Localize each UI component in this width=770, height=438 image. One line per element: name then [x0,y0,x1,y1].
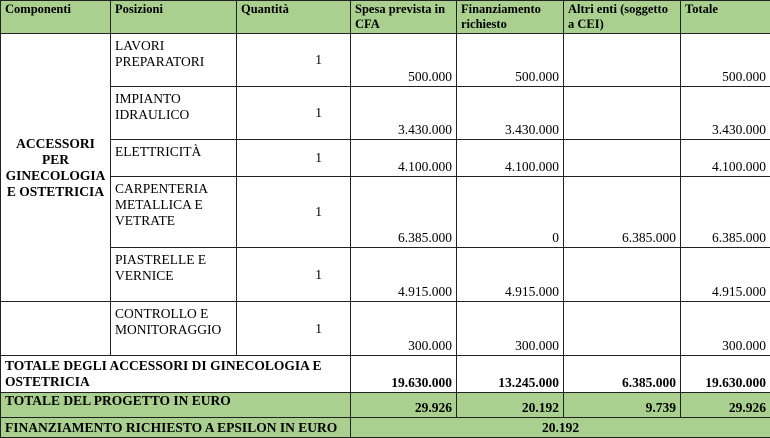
row-posizione: PIASTRELLE E VERNICE [111,248,237,302]
row-quantita: 1 [237,140,351,177]
totale-accessori-altri: 6.385.000 [564,356,681,393]
row-finanziamento: 4.915.000 [457,248,564,302]
empty-component-cell [1,302,111,356]
totale-accessori-totale: 19.630.000 [681,356,770,393]
header-quantita: Quantità [237,1,351,34]
table-row [1,34,770,87]
finanziamento-epsilon-value: 20.192 [351,418,770,438]
totale-accessori-spesa: 19.630.000 [351,356,457,393]
header-posizioni: Posizioni [111,1,237,34]
row-posizione: LAVORI PREPARATORI [111,34,237,87]
table-row [1,87,770,140]
table-row [1,302,770,356]
row-quantita: 1 [237,248,351,302]
totale-accessori-row [1,356,770,393]
row-spesa: 4.915.000 [351,248,457,302]
table-row [1,248,770,302]
row-finanziamento: 500.000 [457,34,564,87]
row-spesa: 6.385.000 [351,177,457,248]
row-quantita: 1 [237,302,351,356]
totale-progetto-totale: 29.926 [681,393,770,418]
row-spesa: 500.000 [351,34,457,87]
row-altri [564,248,681,302]
header-totale: Totale [681,1,770,34]
totale-progetto-spesa: 29.926 [351,393,457,418]
row-totale: 6.385.000 [681,177,770,248]
finanziamento-epsilon-row [1,418,770,438]
row-altri [564,87,681,140]
totale-progetto-label: TOTALE DEL PROGETTO IN EURO [1,393,351,418]
header-altri-enti: Altri enti (soggetto a CEI) [564,1,681,34]
totale-progetto-altri: 9.739 [564,393,681,418]
totale-accessori-finanziamento: 13.245.000 [457,356,564,393]
finanziamento-epsilon-label: FINANZIAMENTO RICHIESTO A EPSILON IN EURO [1,418,351,438]
header-row [1,1,770,34]
row-altri: 6.385.000 [564,177,681,248]
row-posizione: IMPIANTO IDRAULICO [111,87,237,140]
row-finanziamento: 4.100.000 [457,140,564,177]
row-altri [564,302,681,356]
row-posizione: CONTROLLO E MONITORAGGIO [111,302,237,356]
row-finanziamento: 0 [457,177,564,248]
table-row [1,177,770,248]
row-totale: 300.000 [681,302,770,356]
row-posizione: ELETTRICITÀ [111,140,237,177]
header-spesa: Spesa prevista in CFA [351,1,457,34]
table-row [1,140,770,177]
row-altri [564,140,681,177]
row-spesa: 4.100.000 [351,140,457,177]
row-spesa: 3.430.000 [351,87,457,140]
header-componenti: Componenti [1,1,111,34]
header-finanziamento: Finanziamento richiesto [457,1,564,34]
row-quantita: 1 [237,87,351,140]
component-group-label: ACCESSORI PER GINECOLOGIA E OSTETRICIA [1,34,111,302]
totale-progetto-row [1,393,770,418]
row-quantita: 1 [237,34,351,87]
row-finanziamento: 3.430.000 [457,87,564,140]
totale-accessori-label: TOTALE DEGLI ACCESSORI DI GINECOLOGIA E OSTETRICIA [1,356,351,393]
row-totale: 3.430.000 [681,87,770,140]
totale-progetto-finanziamento: 20.192 [457,393,564,418]
row-finanziamento: 300.000 [457,302,564,356]
row-totale: 4.100.000 [681,140,770,177]
row-quantita: 1 [237,177,351,248]
row-posizione: CARPENTERIA METALLICA E VETRATE [111,177,237,248]
row-altri [564,34,681,87]
row-totale: 4.915.000 [681,248,770,302]
row-totale: 500.000 [681,34,770,87]
row-spesa: 300.000 [351,302,457,356]
